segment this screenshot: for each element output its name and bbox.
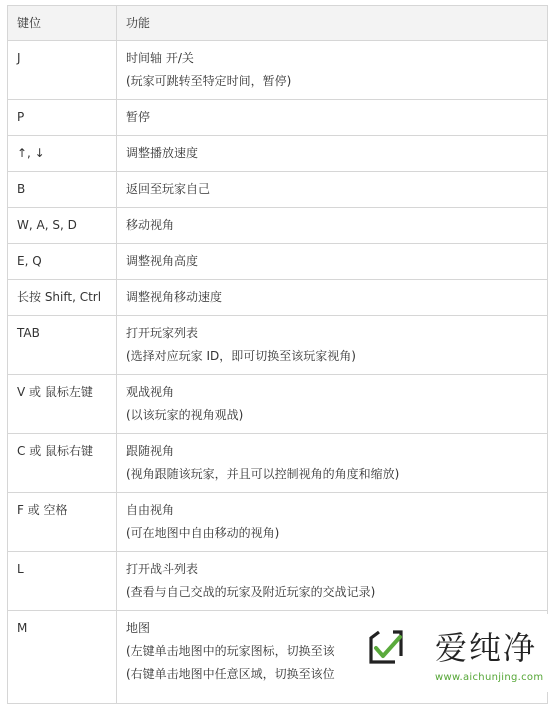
watermark — [353, 614, 554, 692]
function-line: 调整视角高度 — [126, 254, 199, 268]
function-cell — [117, 552, 548, 611]
table-row — [8, 244, 548, 280]
function-note: (查看与自己交战的玩家及附近玩家的交战记录) — [126, 585, 376, 599]
key-cell: V 或 鼠标左键 — [8, 375, 117, 434]
table-row — [8, 375, 548, 434]
key-cell: B — [8, 172, 117, 208]
table-row — [8, 280, 548, 316]
function-cell — [117, 172, 548, 208]
key-cell: P — [8, 100, 117, 136]
function-note: (选择对应玩家 ID，即可切换至该玩家视角) — [126, 349, 356, 363]
function-line: 打开玩家列表 — [126, 326, 199, 340]
function-line: 跟随视角 — [126, 444, 175, 458]
function-cell — [117, 136, 548, 172]
function-cell — [117, 434, 548, 493]
header-function: 功能 — [117, 6, 548, 41]
function-cell — [117, 208, 548, 244]
function-line: 时间轴 开/关 — [126, 51, 194, 65]
key-cell: M — [8, 611, 117, 704]
key-cell: W, A, S, D — [8, 208, 117, 244]
function-line: 观战视角 — [126, 385, 175, 399]
table-row — [8, 493, 548, 552]
table-row — [8, 172, 548, 208]
function-note: (视角跟随该玩家，并且可以控制视角的角度和缩放) — [126, 467, 400, 481]
key-cell: L — [8, 552, 117, 611]
table-row — [8, 434, 548, 493]
key-cell: ↑, ↓ — [8, 136, 117, 172]
function-cell — [117, 316, 548, 375]
function-cell — [117, 41, 548, 100]
table-row — [8, 41, 548, 100]
key-cell: C 或 鼠标右键 — [8, 434, 117, 493]
function-cell — [117, 244, 548, 280]
key-cell: E, Q — [8, 244, 117, 280]
table-row — [8, 552, 548, 611]
function-cell — [117, 100, 548, 136]
function-note: (左键单击地图中的玩家图标，切换至该 — [126, 644, 335, 658]
function-line: 返回至玩家自己 — [126, 182, 211, 196]
table-row — [8, 100, 548, 136]
key-cell: F 或 空格 — [8, 493, 117, 552]
function-cell — [117, 375, 548, 434]
key-cell: TAB — [8, 316, 117, 375]
keybinding-table — [7, 5, 548, 704]
key-cell: J — [8, 41, 117, 100]
function-line: 移动视角 — [126, 218, 175, 232]
function-note: (右键单击地图中任意区域，切换至该位 — [126, 667, 335, 681]
function-line: 打开战斗列表 — [126, 562, 199, 576]
header-key: 键位 — [8, 6, 117, 41]
watermark-brand-text: 爱纯净 — [435, 629, 538, 667]
table-row — [8, 316, 548, 375]
function-line: 自由视角 — [126, 503, 175, 517]
function-note: (可在地图中自由移动的视角) — [126, 526, 280, 540]
function-cell — [117, 280, 548, 316]
function-line: 暂停 — [126, 110, 151, 124]
table-row — [8, 136, 548, 172]
function-note: (玩家可跳转至特定时间，暂停) — [126, 74, 292, 88]
function-note: (以该玩家的视角观战) — [126, 408, 244, 422]
key-cell: 长按 Shift, Ctrl — [8, 280, 117, 316]
function-cell — [117, 493, 548, 552]
table-row — [8, 208, 548, 244]
function-line: 地图 — [126, 621, 151, 635]
function-line: 调整播放速度 — [126, 146, 199, 160]
watermark-url: www.aichunjing.com — [435, 672, 544, 683]
table-header-row — [8, 6, 548, 41]
function-line: 调整视角移动速度 — [126, 290, 223, 304]
aichunjing-logo-icon — [367, 628, 405, 666]
